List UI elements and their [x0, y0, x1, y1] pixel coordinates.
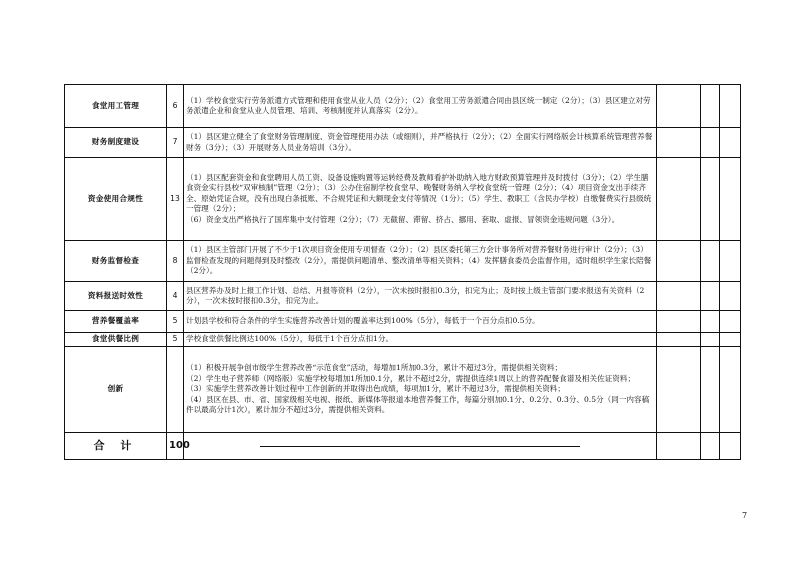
table-row	[65, 128, 741, 158]
scoring-table	[64, 84, 741, 460]
blank-cell	[701, 333, 720, 347]
category-cell: 食堂供餐比例	[65, 333, 167, 347]
category-cell: 资金使用合规性	[65, 158, 167, 241]
points-cell: 6	[167, 85, 184, 128]
blank-cell	[701, 311, 720, 333]
category-cell: 营养餐覆盖率	[65, 311, 167, 333]
criteria-cell: （1）学校食堂实行劳务派遣方式管理和使用食堂从业人员（2分）；（2）食堂用工劳务派遣合同由县区统一制定（2分）；（3）县区建立对劳务派遣企业和食堂从业人员管理、培训、考核制度并认真落实（2分）。	[184, 85, 657, 128]
total-row	[65, 433, 741, 460]
points-cell: 4	[167, 282, 184, 311]
category-cell: 食堂用工管理	[65, 85, 167, 128]
blank-cell	[720, 158, 741, 241]
blank-cell	[701, 433, 720, 460]
criteria-cell: 学校食堂供餐比例达100%（5分），每低于1个百分点扣1分。	[184, 333, 657, 347]
horizontal-rule	[260, 446, 580, 447]
criteria-cell: 县区营养办及时上报工作计划、总结、月报等资料（2分），一次未按时报扣0.3分，扣完为止；及时按上级主管部门要求报送有关资料（2分），一次未按时报扣0.3分，扣完为止。	[184, 282, 657, 311]
points-cell: 7	[167, 128, 184, 158]
score-cell	[657, 311, 701, 333]
blank-cell	[720, 333, 741, 347]
points-cell: 8	[167, 241, 184, 282]
criteria-cell: （1）积极开展争创市级学生营养改善“示范食堂”活动，每增加1所加0.3分，累计不超过3分，需提供相关资料； （2）学生电子营养师（网络版）实施学校每增加1所加0.1分，累计不超过2分，需提供连续1周以上的营养配餐食谱及相关佐证资料； （3）实施学生营养改善计划过程中工作创新的并取得出色成绩，每项加1分，累计不超过3分，需提供相关资料； （4）县区在县、市、省、国家级相关电视、报纸、新媒体等报道本地营养餐工作，每篇分别加0.1分、0.2分、0.3分、0.5分（同一内容稿件以最高分计1次），累计加分不超过3分，需提供相关资料。	[184, 347, 657, 433]
points-cell: 13	[167, 158, 184, 241]
table-row	[65, 85, 741, 128]
score-cell	[657, 241, 701, 282]
blank-cell	[701, 128, 720, 158]
points-cell	[167, 347, 184, 433]
score-cell	[657, 128, 701, 158]
table-row	[65, 333, 741, 347]
points-cell: 5	[167, 311, 184, 333]
category-cell: 财务制度建设	[65, 128, 167, 158]
score-cell	[657, 282, 701, 311]
score-cell	[657, 85, 701, 128]
blank-cell	[701, 282, 720, 311]
criteria-cell: 计划县学校和符合条件的学生实施营养改善计划的覆盖率达到100%（5分），每低于一个百分点扣0.5分。	[184, 311, 657, 333]
score-cell	[657, 433, 701, 460]
blank-cell	[701, 241, 720, 282]
blank-cell	[720, 85, 741, 128]
table-row	[65, 282, 741, 311]
category-cell: 财务监督检查	[65, 241, 167, 282]
table-row	[65, 158, 741, 241]
total-line-cell	[184, 433, 657, 460]
blank-cell	[720, 347, 741, 433]
table-row	[65, 347, 741, 433]
blank-cell	[720, 433, 741, 460]
blank-cell	[701, 85, 720, 128]
score-cell	[657, 347, 701, 433]
criteria-cell: （1）县区主管部门开展了不少于1次项目资金使用专项督查（2分）；（2）县区委托第三方会计事务所对营养餐财务进行审计（2分）；（3）监督检查发现的问题得到及时整改（2分），需提供问题清单、整改清单等相关资料；（4）发挥膳食委员会监督作用，适时组织学生家长陪餐（2分）。	[184, 241, 657, 282]
category-cell: 创新	[65, 347, 167, 433]
points-cell: 5	[167, 333, 184, 347]
blank-cell	[720, 241, 741, 282]
blank-cell	[720, 282, 741, 311]
blank-cell	[701, 158, 720, 241]
score-cell	[657, 158, 701, 241]
blank-cell	[720, 311, 741, 333]
blank-cell	[701, 347, 720, 433]
blank-cell	[720, 128, 741, 158]
page-number: 7	[742, 511, 748, 520]
category-cell: 资料报送时效性	[65, 282, 167, 311]
table-row	[65, 311, 741, 333]
criteria-cell: （1）县区建立健全了食堂财务管理制度、资金管理使用办法（或细则），并严格执行（2分）；（2）全面实行网络版会计核算系统管理营养餐财务（3分）；（3）开展财务人员业务培训（3分）。	[184, 128, 657, 158]
total-label: 合 计	[65, 433, 167, 460]
score-cell	[657, 333, 701, 347]
table-row	[65, 241, 741, 282]
total-points: 100	[167, 433, 184, 460]
criteria-cell: （1）县区配套资金和食堂聘用人员工资、设备设施购置等运转经费及教师看护补助纳入地方财政预算管理并及时拨付（3分）；（2）学生膳食资金实行县校“双审核制”管理（2分）；（3）公办住宿制学校食堂早、晚餐财务纳入学校食堂统一管理（2分）；（4）项目资金支出手续齐全、原始凭证合规，没有出现白条抵账、不合规凭证和大额现金支付等情况（1分）；（5）学生、教职工（含民办学校）自缴餐费实行县级统一管理（2分）； （6）资金支出严格执行了国库集中支付管理（2分）；（7）无截留、滞留、挤占、挪用、套取、虚报、冒领资金违规问题（3分）。	[184, 158, 657, 241]
